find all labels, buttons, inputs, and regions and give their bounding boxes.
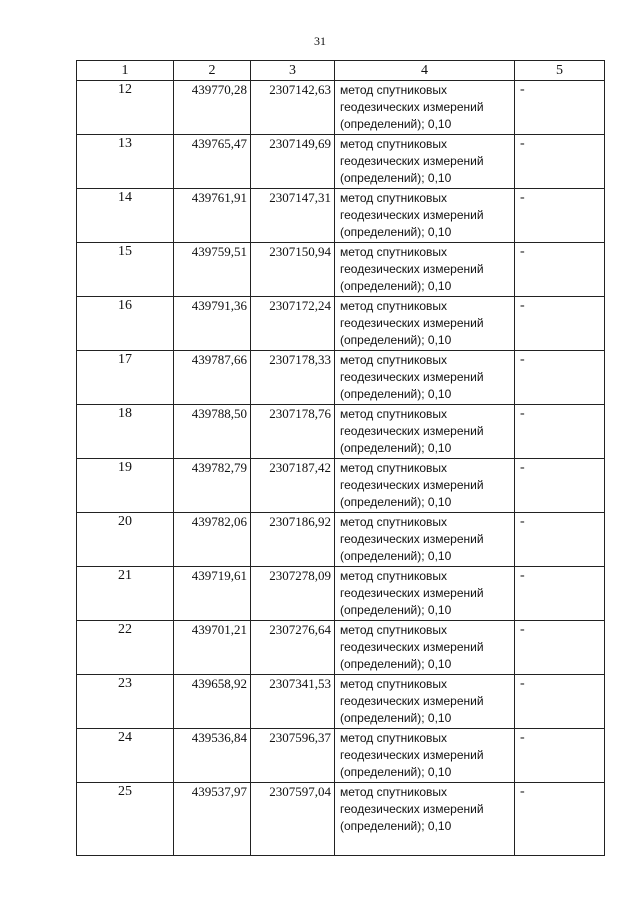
method-line: геодезических измерений [340,586,484,600]
header-col-2: 2 [174,61,251,81]
table-row [77,351,605,405]
table-row [77,81,605,135]
coordinate-y: 2307341,53 [251,675,335,729]
coordinate-x: 439719,61 [174,567,251,621]
method-line: (определений); 0,10 [340,819,452,833]
method-line: геодезических измерений [340,748,484,762]
page-number: 31 [314,34,326,48]
method-line: геодезических измерений [340,478,484,492]
coordinate-y: 2307278,09 [251,567,335,621]
method-line: (определений); 0,10 [340,171,452,185]
coordinate-y: 2307186,92 [251,513,335,567]
method-line: метод спутниковых [340,785,448,799]
coordinate-x: 439701,21 [174,621,251,675]
coordinate-x: 439658,92 [174,675,251,729]
method-line: геодезических измерений [340,316,484,330]
method-line: геодезических измерений [340,208,484,222]
point-note: - [515,81,605,135]
coordinate-x: 439782,79 [174,459,251,513]
method-description [335,135,515,189]
coordinate-y: 2307149,69 [251,135,335,189]
point-number: 23 [77,675,174,729]
point-number: 14 [77,189,174,243]
table-row [77,135,605,189]
table-row [77,621,605,675]
point-number: 16 [77,297,174,351]
method-description [335,81,515,135]
coordinate-x: 439536,84 [174,729,251,783]
point-note: - [515,351,605,405]
coordinate-y: 2307596,37 [251,729,335,783]
method-line: (определений); 0,10 [340,441,452,455]
point-note: - [515,783,605,856]
method-line: метод спутниковых [340,515,448,529]
table-body [77,81,605,856]
point-note: - [515,513,605,567]
point-number: 20 [77,513,174,567]
method-description [335,783,515,856]
method-description [335,351,515,405]
method-line: (определений); 0,10 [340,225,452,239]
method-line: геодезических измерений [340,640,484,654]
coordinate-x: 439791,36 [174,297,251,351]
point-note: - [515,405,605,459]
table-row [77,243,605,297]
method-description [335,675,515,729]
method-line: геодезических измерений [340,802,484,816]
method-description [335,459,515,513]
coordinates-table [76,60,605,856]
method-line: метод спутниковых [340,731,448,745]
method-line: (определений); 0,10 [340,765,452,779]
coordinate-y: 2307142,63 [251,81,335,135]
point-note: - [515,243,605,297]
method-description [335,621,515,675]
method-line: (определений); 0,10 [340,117,452,131]
method-line: метод спутниковых [340,299,448,313]
coordinate-x: 439765,47 [174,135,251,189]
coordinate-x: 439788,50 [174,405,251,459]
method-line: геодезических измерений [340,262,484,276]
table-row [77,459,605,513]
method-line: (определений); 0,10 [340,333,452,347]
method-line: геодезических измерений [340,424,484,438]
method-line: метод спутниковых [340,353,448,367]
table-row [77,405,605,459]
header-row [77,61,605,81]
method-line: метод спутниковых [340,461,448,475]
point-note: - [515,135,605,189]
coordinate-y: 2307178,33 [251,351,335,405]
method-line: метод спутниковых [340,137,448,151]
method-description [335,729,515,783]
method-description [335,567,515,621]
method-description [335,189,515,243]
point-number: 12 [77,81,174,135]
table-header [77,61,605,81]
coordinate-x: 439537,97 [174,783,251,856]
coordinate-x: 439770,28 [174,81,251,135]
method-line: метод спутниковых [340,677,448,691]
coordinate-y: 2307172,24 [251,297,335,351]
point-number: 19 [77,459,174,513]
method-line: (определений); 0,10 [340,711,452,725]
point-number: 18 [77,405,174,459]
point-note: - [515,297,605,351]
method-line: метод спутниковых [340,245,448,259]
method-description [335,243,515,297]
method-description [335,513,515,567]
table-row [77,297,605,351]
method-line: метод спутниковых [340,623,448,637]
table-row [77,567,605,621]
coordinate-x: 439759,51 [174,243,251,297]
point-note: - [515,567,605,621]
table-row [77,783,605,856]
point-number: 22 [77,621,174,675]
point-note: - [515,459,605,513]
point-number: 21 [77,567,174,621]
method-line: геодезических измерений [340,100,484,114]
method-line: (определений); 0,10 [340,657,452,671]
method-line: метод спутниковых [340,191,448,205]
method-description [335,297,515,351]
point-note: - [515,189,605,243]
method-line: (определений); 0,10 [340,279,452,293]
coordinate-y: 2307150,94 [251,243,335,297]
method-line: метод спутниковых [340,83,448,97]
point-number: 13 [77,135,174,189]
coordinate-y: 2307276,64 [251,621,335,675]
header-col-1: 1 [77,61,174,81]
header-col-5: 5 [515,61,605,81]
method-description [335,405,515,459]
method-line: метод спутниковых [340,569,448,583]
method-line: (определений); 0,10 [340,549,452,563]
method-line: геодезических измерений [340,370,484,384]
coordinate-y: 2307187,42 [251,459,335,513]
point-note: - [515,729,605,783]
method-line: (определений); 0,10 [340,387,452,401]
table-row [77,675,605,729]
table-row [77,729,605,783]
method-line: геодезических измерений [340,694,484,708]
coordinate-y: 2307597,04 [251,783,335,856]
method-line: геодезических измерений [340,532,484,546]
coordinate-x: 439787,66 [174,351,251,405]
method-line: (определений); 0,10 [340,603,452,617]
coordinate-y: 2307147,31 [251,189,335,243]
point-number: 24 [77,729,174,783]
coordinate-x: 439782,06 [174,513,251,567]
point-number: 15 [77,243,174,297]
point-note: - [515,675,605,729]
coordinate-x: 439761,91 [174,189,251,243]
point-note: - [515,621,605,675]
table-row [77,513,605,567]
coordinate-y: 2307178,76 [251,405,335,459]
table-row [77,189,605,243]
point-number: 25 [77,783,174,856]
method-line: метод спутниковых [340,407,448,421]
point-number: 17 [77,351,174,405]
header-col-3: 3 [251,61,335,81]
method-line: (определений); 0,10 [340,495,452,509]
header-col-4: 4 [335,61,515,81]
method-line: геодезических измерений [340,154,484,168]
